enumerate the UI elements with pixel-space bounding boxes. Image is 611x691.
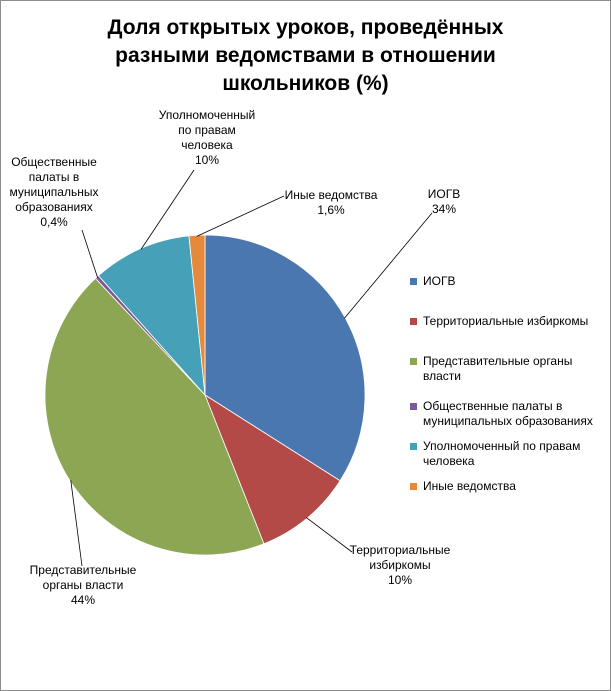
legend-label: ИОГВ (423, 274, 456, 288)
data-label (18, 563, 148, 608)
legend-swatch (410, 278, 417, 285)
data-label (420, 187, 468, 217)
data-label-value: 44% (70, 593, 96, 607)
data-label (4, 155, 104, 230)
data-label-value: 10% (194, 153, 220, 167)
legend-swatch (410, 403, 417, 410)
legend-label: Уполномоченный по правам человека (423, 439, 581, 468)
legend-swatch (410, 358, 417, 365)
data-label (345, 543, 455, 588)
data-label-name: Общественные палаты в муниципальных образованиях (9, 155, 99, 214)
data-label-value: 10% (387, 573, 413, 587)
chart-title: Доля открытых уроков, проведённых разными ведомствами в отношении школьников (%) (107, 16, 504, 95)
data-label-value: 1,6% (317, 203, 345, 217)
legend-label: Представительные органы власти (423, 354, 573, 383)
data-label-value: 0,4% (40, 215, 68, 229)
data-label (276, 188, 386, 218)
legend-label: Общественные палаты в муниципальных образованиях (423, 399, 593, 428)
data-label-name: ИОГВ (427, 187, 461, 201)
data-label-name: Уполномоченный по правам человека (158, 108, 256, 152)
legend-swatch (410, 443, 417, 450)
data-label-name: Представительные органы власти (29, 563, 137, 592)
leader-line (82, 230, 98, 278)
data-label-value: 34% (431, 202, 457, 216)
leader-line (197, 196, 284, 236)
legend-swatch (410, 483, 417, 490)
legend-label: Иные ведомства (423, 479, 516, 493)
legend-swatch (410, 318, 417, 325)
legend-label: Территориальные избиркомы (423, 314, 589, 328)
data-label-name: Иные ведомства (284, 188, 378, 202)
data-label (158, 108, 256, 168)
data-label-name: Территориальные избиркомы (349, 543, 451, 572)
leader-line (344, 213, 432, 318)
